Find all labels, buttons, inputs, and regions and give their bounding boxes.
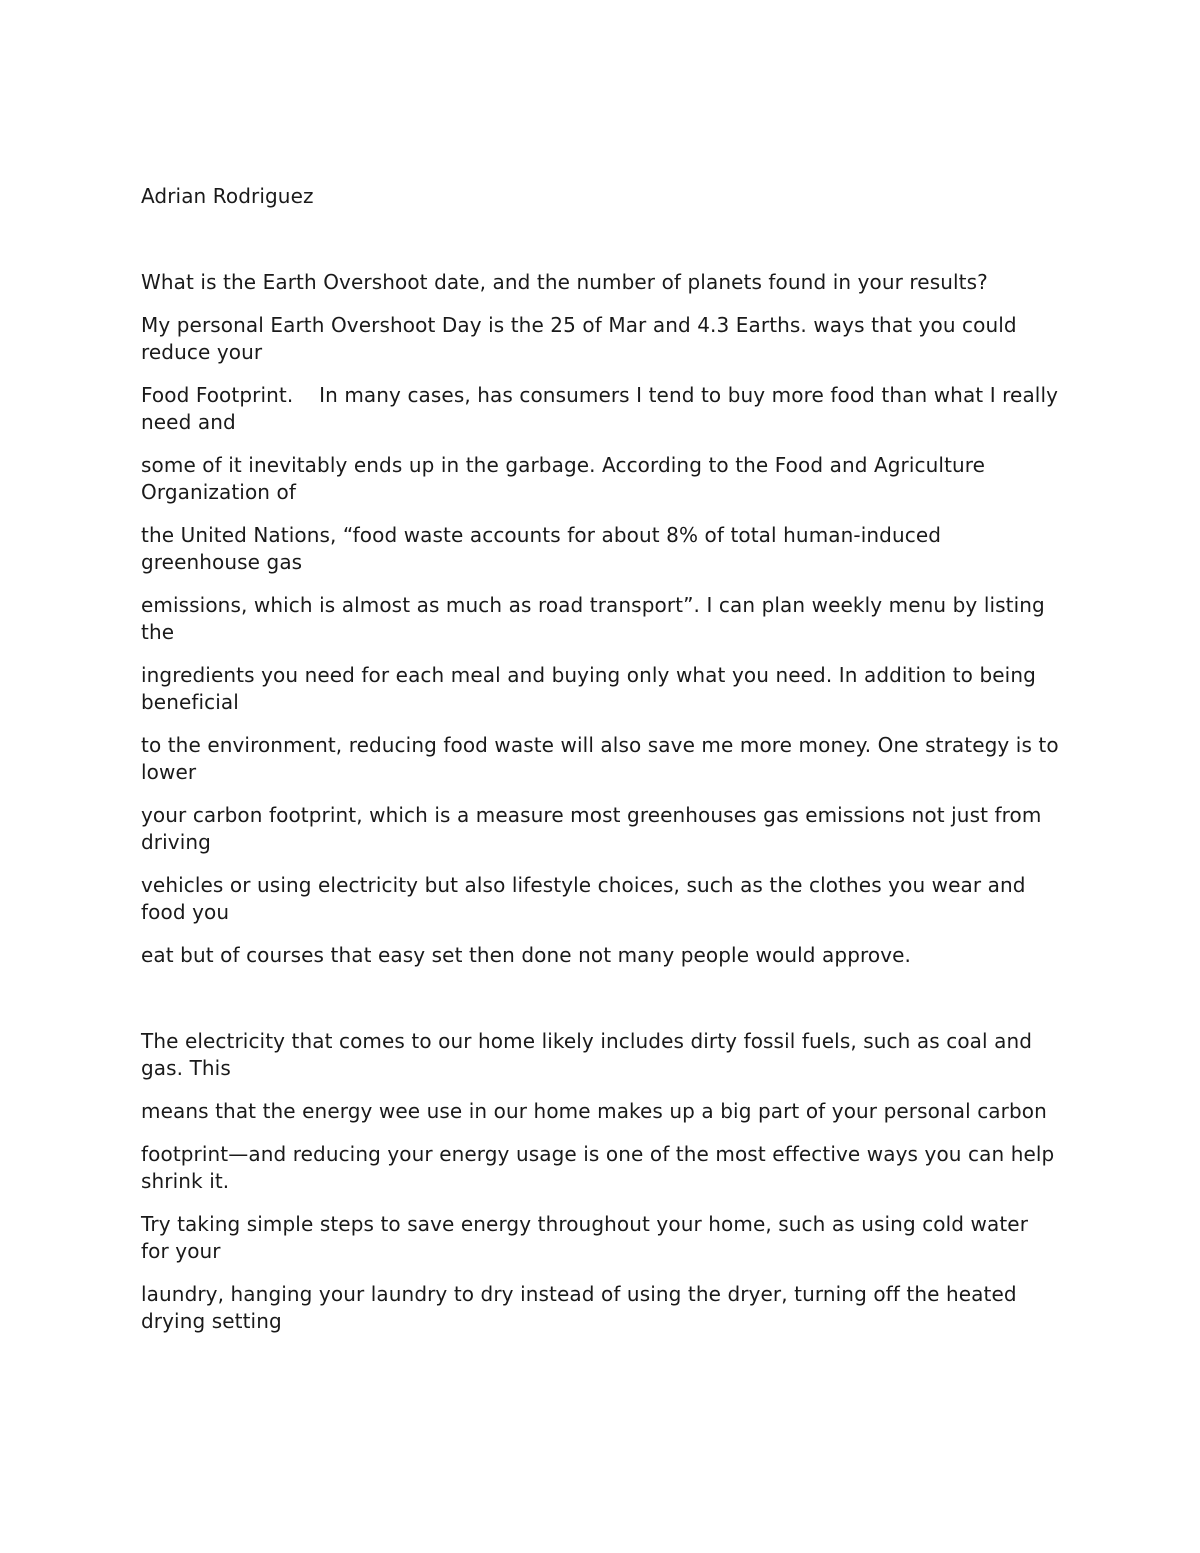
paragraph-line: laundry, hanging your laundry to dry instead of using the dryer, turning off the heated drying setting	[141, 1282, 1017, 1333]
paragraph-line: Food Footprint. In many cases, has consumers I tend to buy more food than what I really need and	[141, 383, 1065, 434]
paragraph-line: footprint—and reducing your energy usage is one of the most effective ways you can help shrink it.	[141, 1142, 1055, 1193]
section-spacer	[141, 985, 1061, 1028]
paragraph-line: to the environment, reducing food waste will also save me more money. One strategy is to lower	[141, 733, 1059, 784]
paragraph-line: Try taking simple steps to save energy throughout your home, such as using cold water for your	[141, 1212, 1029, 1263]
paragraph-line: ingredients you need for each meal and buying only what you need. In addition to being beneficial	[141, 663, 1036, 714]
paragraph-line: vehicles or using electricity but also lifestyle choices, such as the clothes you wear and food you	[141, 873, 1026, 924]
paragraph-line: The electricity that comes to our home likely includes dirty fossil fuels, such as coal and gas. This	[141, 1029, 1033, 1080]
document-body	[141, 183, 1065, 1351]
paragraph-line: means that the energy wee use in our home makes up a big part of your personal carbon	[141, 1099, 1047, 1123]
paragraph-line: some of it inevitably ends up in the garbage. According to the Food and Agriculture Organization of	[141, 453, 986, 504]
paragraph-line: eat but of courses that easy set then done not many people would approve.	[141, 943, 912, 967]
question-line: What is the Earth Overshoot date, and the number of planets found in your results?	[141, 270, 988, 294]
paragraph-line: emissions, which is almost as much as road transport”. I can plan weekly menu by listing the	[141, 593, 1045, 644]
paragraph-line: your carbon footprint, which is a measure most greenhouses gas emissions not just from driving	[141, 803, 1042, 854]
paragraph-line: the United Nations, “food waste accounts for about 8% of total human-induced greenhouse gas	[141, 523, 942, 574]
author-name: Adrian Rodriguez	[141, 184, 314, 208]
paragraph-line: My personal Earth Overshoot Day is the 25 of Mar and 4.3 Earths. ways that you could reduce your	[141, 313, 1017, 364]
